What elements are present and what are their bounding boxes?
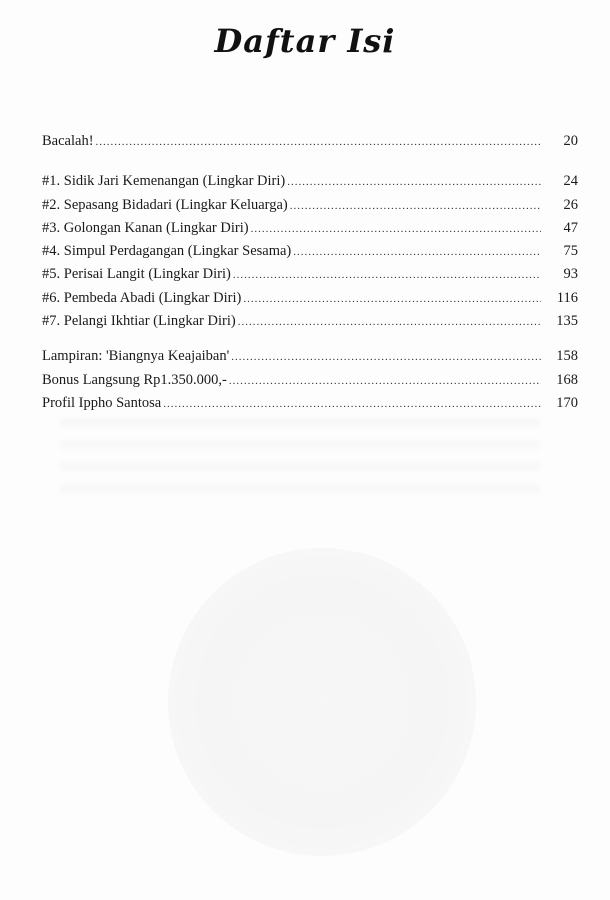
toc-entry-page: 158	[556, 348, 578, 365]
dot-leader	[293, 241, 541, 264]
dot-leader	[243, 288, 541, 311]
toc-entry-profil	[42, 392, 578, 415]
toc-entry-label: #5. Perisai Langit (Lingkar Diri)	[42, 266, 231, 283]
toc-entry-chapter-3	[42, 217, 578, 240]
dot-leader	[233, 264, 541, 287]
dot-leader	[290, 195, 541, 218]
toc-entry-bonus	[42, 369, 578, 392]
dot-leader	[229, 370, 541, 393]
toc-entry-page: 93	[563, 266, 578, 283]
toc-entry-label: Bacalah!	[42, 133, 94, 149]
group-spacer	[42, 333, 578, 345]
toc-entry-page: 20	[563, 133, 578, 149]
toc-entry-label: #1. Sidik Jari Kemenangan (Lingkar Diri)	[42, 173, 286, 190]
toc-entry-page: 168	[556, 371, 578, 388]
group-spacer	[42, 153, 578, 170]
toc-entry-page: 26	[563, 196, 578, 213]
toc-entry-lampiran	[42, 345, 578, 368]
toc-entry-page: 47	[563, 219, 578, 236]
toc-entry-label: Bonus Langsung Rp1.350.000,-	[42, 371, 227, 388]
toc-entry-chapter-1	[42, 170, 578, 193]
toc-entry-bacalah	[42, 130, 578, 153]
bleed-through-text	[60, 418, 540, 498]
toc-entry-page: 24	[563, 173, 578, 190]
toc-entry-label: #3. Golongan Kanan (Lingkar Diri)	[42, 219, 249, 236]
page-title: Daftar Isi	[214, 22, 396, 60]
toc-entry-page: 75	[563, 243, 578, 260]
toc-entry-page: 170	[556, 394, 578, 411]
toc-entry-chapter-5	[42, 263, 578, 286]
toc-entry-chapter-6	[42, 287, 578, 310]
toc-entry-chapter-2	[42, 194, 578, 217]
toc-entry-label: #4. Simpul Perdagangan (Lingkar Sesama)	[42, 243, 292, 260]
watermark-circle	[168, 548, 476, 856]
toc-entry-label: Lampiran: 'Biangnya Keajaiban'	[42, 348, 230, 365]
toc-entry-label: #7. Pelangi Ikhtiar (Lingkar Diri)	[42, 313, 236, 330]
dot-leader	[96, 131, 541, 154]
toc-entry-label: Profil Ippho Santosa	[42, 394, 162, 411]
dot-leader	[163, 393, 541, 416]
table-of-contents	[42, 130, 578, 415]
toc-entry-label: #2. Sepasang Bidadari (Lingkar Keluarga)	[42, 196, 288, 213]
dot-leader	[251, 218, 541, 241]
toc-entry-page: 116	[556, 289, 578, 306]
dot-leader	[231, 346, 541, 369]
toc-entry-chapter-7	[42, 310, 578, 333]
toc-entry-label: #6. Pembeda Abadi (Lingkar Diri)	[42, 289, 242, 306]
toc-entry-page: 135	[556, 313, 578, 330]
toc-entry-chapter-4	[42, 240, 578, 263]
dot-leader	[238, 311, 541, 334]
dot-leader	[287, 171, 541, 194]
